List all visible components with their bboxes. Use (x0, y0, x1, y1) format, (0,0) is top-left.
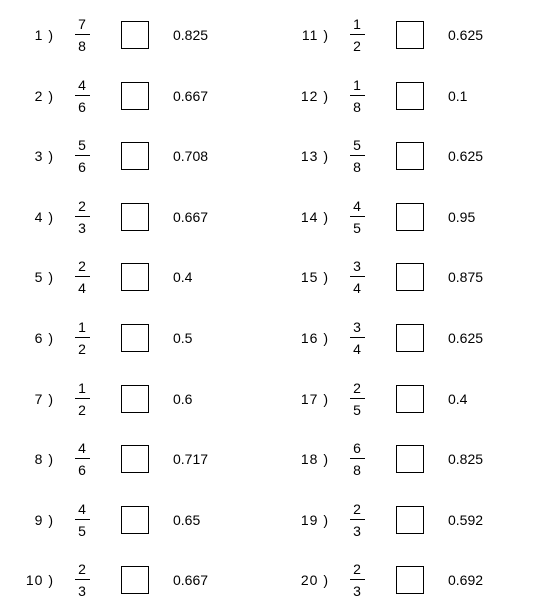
problem-row (20, 127, 280, 188)
fraction-numerator: 1 (353, 76, 361, 93)
decimal-value: 0.667 (173, 208, 209, 225)
decimal-value: 0.717 (173, 451, 209, 468)
fraction-denominator: 2 (78, 340, 86, 357)
problem-number: 13 ) (300, 148, 329, 165)
fraction-bar (350, 34, 365, 35)
fraction-bar (350, 337, 365, 338)
problem-column-right (295, 6, 541, 612)
fraction-denominator: 2 (78, 401, 86, 418)
problem-number: 6 ) (34, 329, 54, 346)
fraction-bar (75, 579, 90, 580)
problem-number: 3 ) (34, 148, 54, 165)
fraction-bar (75, 276, 90, 277)
fraction-bar (75, 95, 90, 96)
comparison-answer-box[interactable] (396, 21, 424, 49)
comparison-answer-box[interactable] (396, 263, 424, 291)
problem-row (20, 309, 280, 370)
problem-row (20, 6, 280, 67)
problem-number: 7 ) (34, 390, 54, 407)
decimal-value: 0.5 (173, 329, 193, 346)
fraction (72, 380, 92, 418)
fraction-numerator: 7 (78, 16, 86, 32)
problem-number: 12 ) (300, 87, 329, 104)
fraction-bar (350, 519, 365, 520)
comparison-answer-box[interactable] (121, 506, 149, 534)
fraction (72, 258, 92, 296)
fraction (72, 16, 92, 54)
problem-row (295, 551, 541, 612)
comparison-answer-box[interactable] (121, 324, 149, 352)
comparison-answer-box[interactable] (396, 324, 424, 352)
fraction (347, 16, 367, 54)
fraction-bar (350, 216, 365, 217)
fraction-bar (75, 155, 90, 156)
fraction-numerator: 4 (78, 440, 86, 457)
fraction (347, 501, 367, 539)
fraction-bar (350, 155, 365, 156)
fraction (347, 440, 367, 478)
problem-row (295, 430, 541, 491)
fraction (72, 137, 92, 175)
fraction-numerator: 3 (353, 258, 361, 275)
fraction-denominator: 3 (78, 583, 86, 600)
fraction (347, 380, 367, 418)
problem-row (295, 6, 541, 67)
comparison-answer-box[interactable] (396, 142, 424, 170)
fraction (347, 198, 367, 236)
fraction-bar (75, 519, 90, 520)
problem-number: 10 ) (25, 572, 54, 589)
fraction-numerator: 2 (78, 561, 86, 578)
decimal-value: 0.592 (448, 511, 484, 528)
fraction (347, 258, 367, 296)
decimal-value: 0.6 (173, 390, 193, 407)
fraction-numerator: 1 (78, 379, 86, 396)
fraction-numerator: 2 (353, 379, 361, 396)
fraction-denominator: 4 (353, 340, 361, 357)
decimal-value: 0.825 (173, 27, 209, 43)
fraction-bar (75, 337, 90, 338)
fraction-denominator: 4 (78, 280, 86, 297)
problem-number: 11 ) (301, 27, 329, 43)
fraction (72, 561, 92, 599)
fraction-numerator: 4 (78, 76, 86, 93)
problem-row (20, 188, 280, 249)
decimal-value: 0.667 (173, 87, 209, 104)
problem-number: 14 ) (300, 208, 329, 225)
problem-number: 17 ) (300, 390, 329, 407)
decimal-value: 0.1 (448, 87, 468, 104)
problem-number: 9 ) (34, 511, 54, 528)
problem-row (295, 248, 541, 309)
fraction (72, 501, 92, 539)
problem-row (295, 370, 541, 431)
fraction-denominator: 5 (353, 401, 361, 418)
problem-row (295, 188, 541, 249)
comparison-answer-box[interactable] (121, 21, 149, 49)
problem-row (295, 309, 541, 370)
problem-number: 19 ) (300, 511, 329, 528)
fraction-bar (350, 458, 365, 459)
fraction-bar (75, 216, 90, 217)
fraction-denominator: 3 (78, 219, 86, 236)
decimal-value: 0.825 (448, 451, 484, 468)
fraction-denominator: 3 (353, 522, 361, 539)
fraction (347, 77, 367, 115)
comparison-answer-box[interactable] (396, 506, 424, 534)
fraction-bar (75, 34, 90, 35)
fraction-numerator: 2 (78, 197, 86, 214)
fraction-denominator: 6 (78, 98, 86, 115)
fraction (72, 319, 92, 357)
decimal-value: 0.692 (448, 572, 484, 589)
fraction (72, 198, 92, 236)
fraction-numerator: 1 (353, 16, 361, 32)
fraction-numerator: 4 (353, 197, 361, 214)
problem-row (20, 430, 280, 491)
problem-number: 1 ) (34, 27, 54, 43)
decimal-value: 0.625 (448, 27, 484, 43)
fraction-bar (75, 458, 90, 459)
fraction (347, 561, 367, 599)
decimal-value: 0.708 (173, 148, 209, 165)
problem-row (20, 551, 280, 612)
comparison-answer-box[interactable] (121, 263, 149, 291)
problem-column-left (20, 6, 280, 612)
fraction-bar (350, 95, 365, 96)
fraction-numerator: 5 (353, 137, 361, 154)
decimal-value: 0.65 (173, 511, 201, 528)
fraction-numerator: 1 (78, 318, 86, 335)
problem-row (295, 67, 541, 128)
fraction-numerator: 3 (353, 318, 361, 335)
fraction-bar (350, 398, 365, 399)
fraction-numerator: 2 (353, 561, 361, 578)
fraction-denominator: 2 (353, 38, 361, 54)
problem-number: 2 ) (34, 87, 54, 104)
fraction-bar (350, 276, 365, 277)
problem-number: 5 ) (34, 269, 54, 286)
comparison-answer-box[interactable] (396, 203, 424, 231)
decimal-value: 0.667 (173, 572, 209, 589)
comparison-answer-box[interactable] (396, 445, 424, 473)
comparison-answer-box[interactable] (121, 445, 149, 473)
comparison-answer-box[interactable] (396, 566, 424, 594)
problem-row (20, 370, 280, 431)
comparison-answer-box[interactable] (121, 82, 149, 110)
problem-number: 8 ) (34, 451, 54, 468)
decimal-value: 0.625 (448, 148, 484, 165)
decimal-value: 0.4 (448, 390, 468, 407)
fraction (347, 137, 367, 175)
comparison-answer-box[interactable] (121, 385, 149, 413)
comparison-answer-box[interactable] (121, 203, 149, 231)
fraction-denominator: 5 (78, 522, 86, 539)
problem-number: 18 ) (300, 451, 329, 468)
fraction-denominator: 5 (353, 219, 361, 236)
fraction-numerator: 6 (353, 440, 361, 457)
decimal-value: 0.875 (448, 269, 484, 286)
fraction-denominator: 4 (353, 280, 361, 297)
problem-number: 15 ) (300, 269, 329, 286)
fraction-denominator: 8 (353, 462, 361, 479)
decimal-value: 0.95 (448, 208, 476, 225)
fraction-denominator: 8 (353, 98, 361, 115)
problem-number: 16 ) (300, 329, 329, 346)
fraction-numerator: 5 (78, 137, 86, 154)
comparison-answer-box[interactable] (396, 385, 424, 413)
problem-number: 20 ) (300, 572, 329, 589)
fraction-bar (75, 398, 90, 399)
problem-row (295, 491, 541, 552)
comparison-answer-box[interactable] (396, 82, 424, 110)
fraction (72, 440, 92, 478)
fraction-bar (350, 579, 365, 580)
problem-row (20, 67, 280, 128)
fraction-numerator: 2 (353, 500, 361, 517)
comparison-answer-box[interactable] (121, 566, 149, 594)
fraction (347, 319, 367, 357)
fraction (72, 77, 92, 115)
fraction-denominator: 3 (353, 583, 361, 600)
fraction-numerator: 2 (78, 258, 86, 275)
fraction-denominator: 6 (78, 159, 86, 176)
fraction-numerator: 4 (78, 500, 86, 517)
fraction-denominator: 6 (78, 462, 86, 479)
problem-row (20, 248, 280, 309)
decimal-value: 0.4 (173, 269, 193, 286)
decimal-value: 0.625 (448, 329, 484, 346)
comparison-answer-box[interactable] (121, 142, 149, 170)
fraction-denominator: 8 (78, 38, 86, 54)
problem-row (295, 127, 541, 188)
problem-row (20, 491, 280, 552)
fraction-denominator: 8 (353, 159, 361, 176)
problem-number: 4 ) (34, 208, 54, 225)
